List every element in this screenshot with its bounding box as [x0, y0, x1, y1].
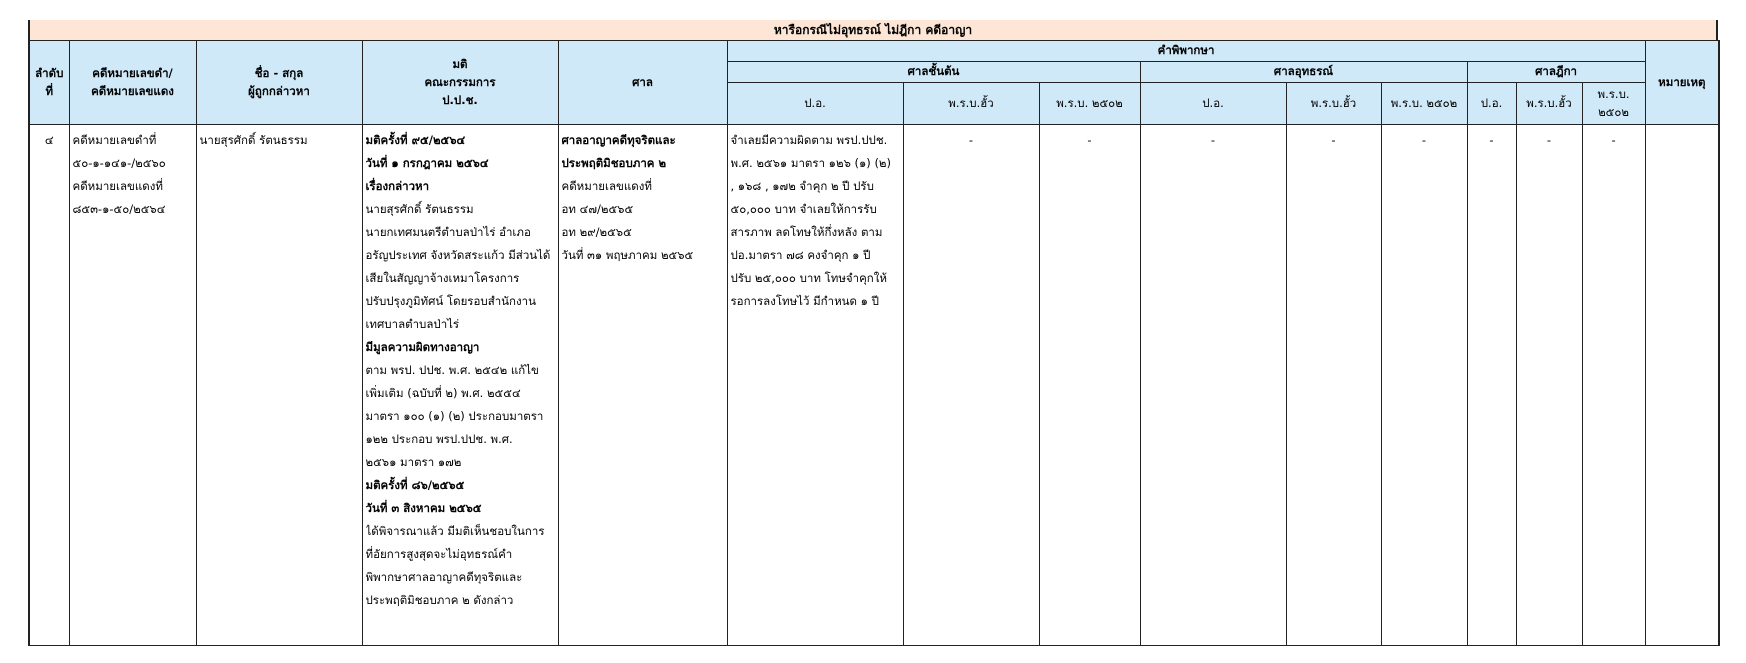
court-line: อท ๔๗/๒๕๖๕	[561, 202, 634, 216]
header-first-act-2502: พ.ร.บ. ๒๕๐๒	[1039, 83, 1140, 125]
resolution-line: เพิ่มเติม (ฉบับที่ ๒) พ.ศ. ๒๕๕๔	[365, 386, 521, 400]
court-line: คดีหมายเลขแดงที่	[561, 179, 652, 193]
first_po-line: จำเลยมีความผิดตาม พรป.ปปช.	[730, 133, 888, 147]
header-appeal-act-2502: พ.ร.บ. ๒๕๐๒	[1381, 83, 1467, 125]
resolution-line: ที่อัยการสูงสุดจะไม่อุทธรณ์คำ	[365, 547, 513, 561]
header-supreme-court: ศาลฎีกา	[1467, 62, 1645, 83]
header-first-act-old: พ.ร.บ.ฮั้ว	[903, 83, 1039, 125]
header-order: ลำดับ ที่	[29, 41, 69, 125]
resolution-line: ตาม พรป. ปปช. พ.ศ. ๒๕๔๒ แก้ไข	[365, 363, 539, 377]
header-first-court: ศาลชั้นต้น	[727, 62, 1140, 83]
header-remark: หมายเหตุ	[1645, 41, 1719, 125]
header-appeal-po: ป.อ.	[1140, 83, 1286, 125]
first_po-line: รอการลงโทษไว้ มีกำหนด ๑ ปี	[730, 294, 879, 308]
first_po-line: พ.ศ. ๒๕๖๑ มาตรา ๑๒๖ (๑) (๒)	[730, 156, 892, 170]
header-court: ศาล	[558, 41, 727, 125]
cell-nacc-resolution	[362, 125, 558, 646]
resolution-line: นายสุรศักดิ์ รัตนธรรม	[365, 202, 474, 216]
first_po-line: สารภาพ ลดโทษให้กึ่งหลัง ตาม	[730, 225, 883, 239]
header-supreme-po: ป.อ.	[1467, 83, 1516, 125]
resolution-line: เทศบาลตำบลป่าไร่	[365, 317, 460, 331]
cell-appeal-act-old: -	[1286, 125, 1381, 646]
cell-appeal-act-2502: -	[1381, 125, 1467, 646]
first_po-line: ๕๐,๐๐๐ บาท จำเลยให้การรับ	[730, 202, 877, 216]
resolution-line: ๒๕๖๑ มาตรา ๑๗๒	[365, 455, 462, 469]
court-line: ประพฤติมิชอบภาค ๒	[561, 156, 667, 170]
header-first-po: ป.อ.	[727, 83, 903, 125]
resolution-line: มติครั้งที่ ๙๕/๒๕๖๔	[365, 133, 466, 147]
header-case-no: คดีหมายเลขดำ/ คดีหมายเลขแดง	[69, 41, 196, 125]
cell-supreme-act-2502: -	[1582, 125, 1645, 646]
resolution-line: พิพากษาศาลอาญาคดีทุจริตและ	[365, 570, 523, 584]
resolution-line: มาตรา ๑๐๐ (๑) (๒) ประกอบมาตรา	[365, 409, 544, 423]
header-supreme-act-old: พ.ร.บ.ฮั้ว	[1516, 83, 1582, 125]
case-table	[28, 40, 1720, 646]
first_po-line: ปรับ ๒๕,๐๐๐ บาท โทษจำคุกให้	[730, 271, 887, 285]
cell-first-act-old: -	[903, 125, 1039, 646]
court-line: ศาลอาญาคดีทุจริตและ	[561, 133, 676, 147]
cell-supreme-po: -	[1467, 125, 1516, 646]
resolution-line: ๑๒๒ ประกอบ พรป.ปปช. พ.ศ.	[365, 432, 513, 446]
first_po-line: , ๑๖๘ , ๑๗๒ จำคุก ๒ ปี ปรับ	[730, 179, 874, 193]
cell-order: ๔	[29, 125, 69, 646]
cell-first-act-2502: -	[1039, 125, 1140, 646]
cell-case-no: คดีหมายเลขดำที่ ๕๐-๑-๑๔๑-/๒๕๖๐ คดีหมายเลขแดงที่ ๘๕๓-๑-๕๐/๒๕๖๔	[69, 125, 196, 646]
resolution-line: เรื่องกล่าวหา	[365, 179, 430, 193]
header-judgment: คำพิพากษา	[727, 41, 1645, 62]
resolution-line: ปรับปรุงภูมิทัศน์ โดยรอบสำนักงาน	[365, 294, 536, 308]
header-appeal-act-old: พ.ร.บ.ฮั้ว	[1286, 83, 1381, 125]
first_po-line: ปอ.มาตรา ๗๘ คงจำคุก ๑ ปี	[730, 248, 871, 262]
resolution-line: อรัญประเทศ จังหวัดสระแก้ว มีส่วนได้	[365, 248, 551, 262]
cell-court	[558, 125, 727, 646]
court-line: วันที่ ๓๑ พฤษภาคม ๒๕๖๕	[561, 248, 694, 262]
cell-remark	[1645, 125, 1719, 646]
resolution-line: เสียในสัญญาจ้างเหมาโครงการ	[365, 271, 520, 285]
court-line: อท ๒๙/๒๕๖๕	[561, 225, 632, 239]
resolution-line: มติครั้งที่ ๘๖/๒๕๖๕	[365, 478, 465, 492]
resolution-line: มีมูลความผิดทางอาญา	[365, 340, 480, 354]
judgment-sheet	[28, 20, 1718, 646]
resolution-line: วันที่ ๑ กรกฎาคม ๒๕๖๔	[365, 156, 489, 170]
cell-appeal-po: -	[1140, 125, 1286, 646]
resolution-line: วันที่ ๓ สิงหาคม ๒๕๖๕	[365, 501, 482, 515]
header-appeal-court: ศาลอุทธรณ์	[1140, 62, 1467, 83]
resolution-line: ประพฤติมิชอบภาค ๒ ดังกล่าว	[365, 593, 514, 607]
header-supreme-act-2502: พ.ร.บ. ๒๕๐๒	[1582, 83, 1645, 125]
resolution-line: ได้พิจารณาแล้ว มีมติเห็นชอบในการ	[365, 524, 545, 538]
cell-supreme-act-old: -	[1516, 125, 1582, 646]
resolution-line: นายกเทศมนตรีตำบลป่าไร่ อำเภอ	[365, 225, 531, 239]
header-nacc-resolution: มติ คณะกรรมการ ป.ป.ช.	[362, 41, 558, 125]
header-accused-name: ชื่อ - สกุล ผู้ถูกกล่าวหา	[196, 41, 362, 125]
table-row	[29, 125, 1719, 646]
sheet-banner: หารือกรณีไม่อุทธรณ์ ไม่ฎีกา คดีอาญา	[28, 20, 1718, 40]
cell-accused-name: นายสุรศักดิ์ รัตนธรรม	[196, 125, 362, 646]
cell-first-po	[727, 125, 903, 646]
